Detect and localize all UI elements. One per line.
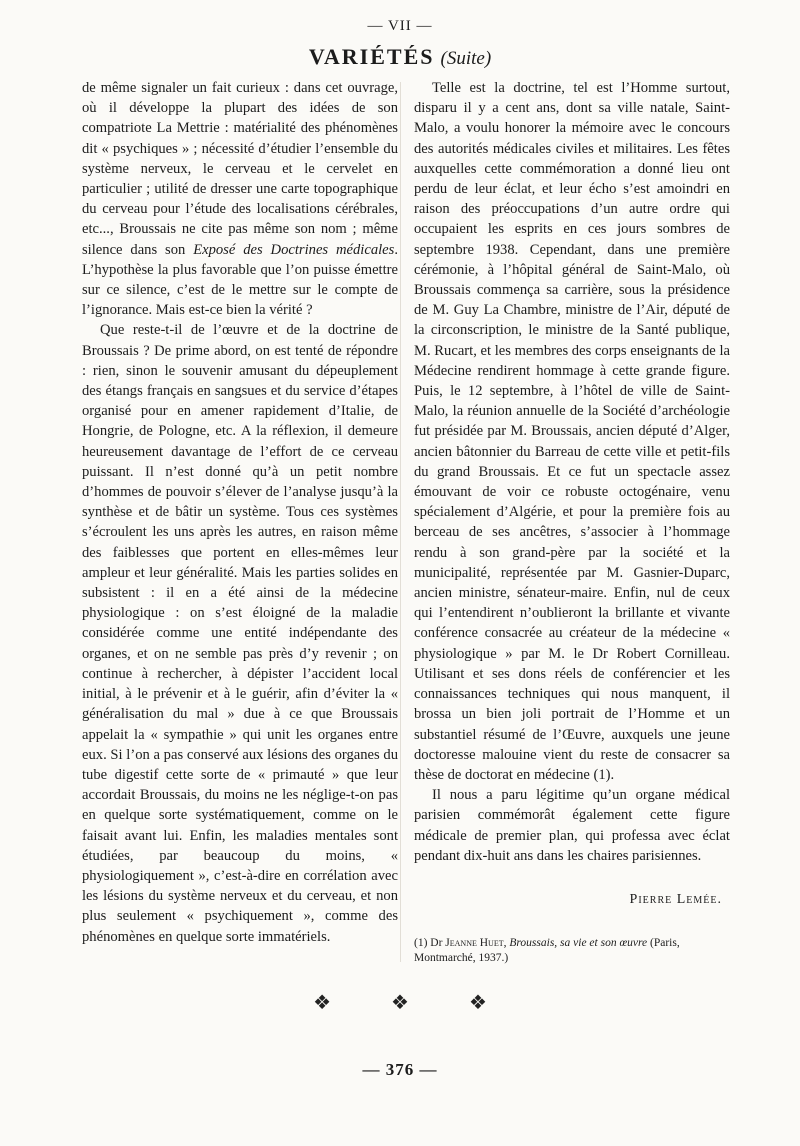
footnote-author: Jeanne Huet (445, 937, 504, 950)
page-number: — 376 — (362, 1060, 438, 1079)
left-p1-end: . L’hypothèse la plus favorable que l’on puisse émettre sur ce silence, c’est de le mettre sur le compte de l’ignorance. Mais est-ce bien la vérité ? (82, 241, 398, 319)
right-paragraph-1: Telle est la doctrine, tel est l’Homme surtout, disparu il y a cent ans, dont sa ville natale, Saint-Malo, a voulu honorer la mémoire avec le concours des autorités médicales civiles et militaires. Les fêtes auxquelles cette commémoration a donné lieu ont perdu de leur éclat, et leur écho s’est amoindri en raison des préoccupations d’un autre ordre qui occupaient les esprits en ces jours sombres de septembre 1938. Cependant, dans une première cérémonie, à l’hôpital général de Saint-Malo, où Broussais commença sa carrière, sous la présidence de M. Guy La Chambre, ministre de l’Air, député de la circonscription, le ministre de la Santé publique, M. Rucart, et les membres des corps enseignants de la Médecine rendirent hommage à cette grande figure. Puis, le 12 septembre, à l’hôtel de ville de Saint-Malo, la réunion annuelle de la Société d’archéologie fut présidée par M. Broussais, ancien député d’Alger, ancien bâtonnier du Barreau de cette ville et petit-fils du grand Broussais. Et ce fut un spectacle assez émouvant de voir ce robuste octogénaire, venu spécialement d’Algérie, et pour la première fois au berceau de ses ancêtres, s’associer à l’hommage rendu à son grand-père par la société et la municipalité, représentée par M. Gasnier-Duparc, ancien ministre, sénateur-maire. Enfin, nul de ceux qui l’entendirent n’oublieront la brillante et vivante conférence consacrée au créateur de la médecine « physiologique » par M. le Dr Robert Cornilleau. Utilisant et ses dons réels de conférencier et les connaissances techniques qui nous manquent, il brossa un bien joli portrait de l’Homme et un substantiel résumé de l’Œuvre, auxquels une jeune doctoresse malouine vient du reste de consacrer sa thèse de doctorat en médecine (1). (414, 80, 730, 783)
footnote-title: Broussais, sa vie et son œuvre (509, 937, 648, 950)
ornament-icon: ❖ (468, 992, 487, 1014)
ornament-icon: ❖ (391, 992, 409, 1014)
left-p1-start: de même signaler un fait curieux : dans cet ouvrage, où il développe la plupart des idées de son compatriote La Mettrie : matérialité des phénomènes dit « psychiques » ; nécessité d’étudier l’ensemble du système nerveux, le cerveau et le cervelet en particulier ; utilité de dresser une carte topographique du cerveau pour l’étude des localisations cérébrales, etc..., Broussais ne cite pas même son nom ; même silence dans son (82, 80, 398, 258)
author-signature: Pierre Lemée. (629, 891, 722, 907)
title-suite: (Suite) (440, 48, 492, 69)
footnote-marker: (1) Dr (414, 937, 443, 950)
title-text: VARIÉTÉS (308, 44, 435, 69)
section-number: — VII — (367, 18, 433, 34)
footnote-publication: (Paris, Montmarché, 1937.) (414, 937, 680, 965)
left-p1-italic-title: Exposé des Doctrines médicales (193, 241, 395, 258)
column-divider (400, 82, 401, 962)
left-paragraph-1 (82, 78, 398, 320)
footnote: (1) Dr Jeanne Huet, Broussais, sa vie et son œuvre (Paris, Montmarché, 1937.) (414, 937, 680, 965)
ornament-icon: ❖ (313, 992, 332, 1014)
right-column (414, 78, 730, 966)
left-paragraph-2: Que reste-t-il de l’œuvre et de la doctrine de Broussais ? De prime abord, on est tenté de répondre : rien, sinon le souvenir amusant du dépeuplement des étangs français en sangsues et du service d’étapes organisé pour en amener rapidement d’Italie, de Hongrie, de Pologne, etc. A la réflexion, il demeure heureusement davantage de l’effort de ce cerveau puissant. Il n’est donné qu’à un petit nombre d’hommes de pouvoir s’élever de l’analyse jusqu’à la synthèse et de bâtir un système. Tous ces systèmes s’écroulent les uns après les autres, en raison même des faiblesses que portent en elles-mêmes leur ampleur et leur généralité. Mais les parties solides en subsistent : il en a été ainsi de la médecine physiologique : on s’est éloigné de la maladie considérée comme une entité indépendante des organes, et on ne semble pas près d’y revenir ; on continue à rechercher, à dépister l’accident local initial, à le prévenir et à le guérir, afin d’éviter la « généralisation du mal » due à ce que Broussais appelait la « sympathie » qui unit les organes entre eux. Si l’on a pas conservé aux lésions des organes du tube digestif cette sorte de « primauté » que leur accordait Broussais, du moins ne les néglige-t-on pas en quelque sorte systématiquement, comme on le faisait avant lui. Enfin, les maladies mentales sont étudiées, par beaucoup du moins, « physiologiquement », c’est-à-dire en corrélation avec les lésions du système nerveux et du cerveau, et non plus seulement « psychiquement », comme des phénomènes en quelque sorte immatériels. (82, 322, 398, 945)
ornament-row (0, 990, 800, 1015)
right-paragraph-2: Il nous a paru légitime qu’un organe médical parisien commémorât également cette figure médicale de premier plan, qui professa avec éclat pendant dix-huit ans dans les chaires parisiennes. (414, 787, 730, 864)
page-title (0, 44, 800, 70)
left-column (82, 78, 398, 947)
